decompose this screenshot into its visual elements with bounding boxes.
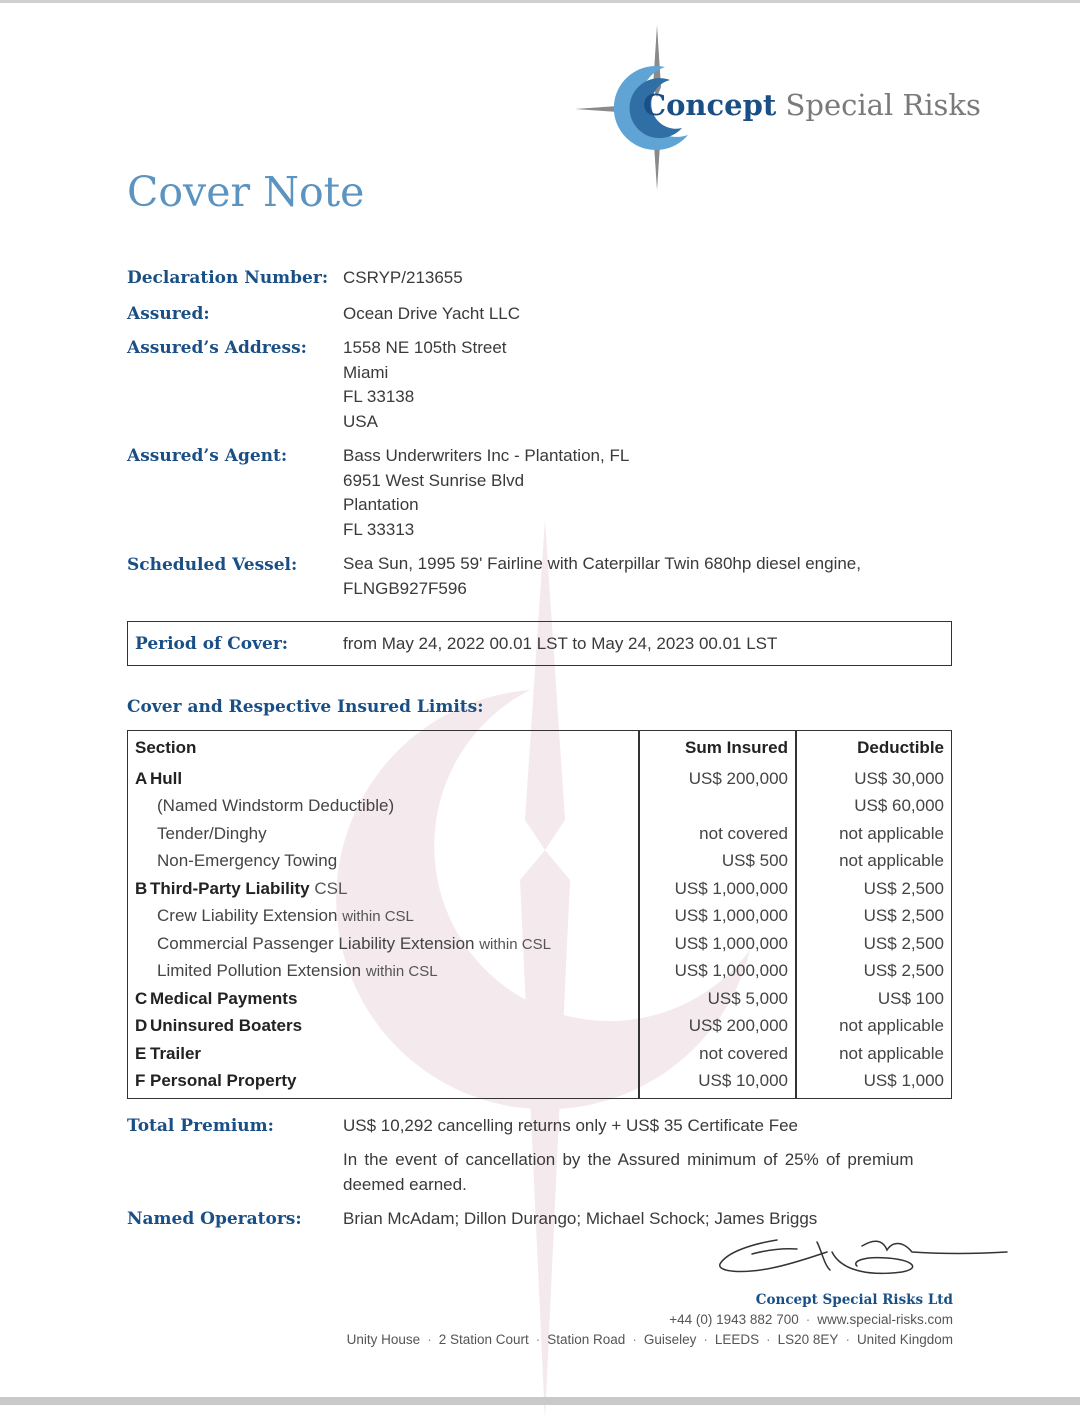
deductible: US$ 2,500 xyxy=(863,906,944,925)
deductible: not applicable xyxy=(839,1044,944,1063)
section-name: Third-Party Liability CSL xyxy=(150,879,348,898)
table-row xyxy=(128,906,951,932)
sum-insured: US$ 200,000 xyxy=(688,769,788,788)
deductible: US$ 100 xyxy=(877,989,944,1008)
contact-line: +44 (0) 1943 882 700 · www.special-risks.com xyxy=(669,1312,953,1327)
address-part: Unity House xyxy=(346,1332,421,1347)
deductible: US$ 2,500 xyxy=(863,879,944,898)
vessel-value xyxy=(343,552,861,601)
signature xyxy=(712,1232,1012,1282)
brand-logo-text: Concept Special Risks xyxy=(643,88,981,122)
address-line: Miami xyxy=(343,362,389,382)
section-name: Hull xyxy=(150,769,183,788)
table-row xyxy=(128,1016,951,1042)
section-suffix: CSL xyxy=(314,879,348,898)
section-code: B xyxy=(135,879,148,898)
premium-value: US$ 10,292 cancelling returns only + US$ 35 Certificate Fee xyxy=(343,1116,798,1135)
deductible: not applicable xyxy=(839,851,944,870)
section-suffix: within CSL xyxy=(479,936,551,953)
table-row xyxy=(128,851,951,877)
agent-line: FL 33313 xyxy=(343,519,415,539)
address-part: 2 Station Court xyxy=(438,1332,529,1347)
sum-insured: US$ 500 xyxy=(721,851,788,870)
operators-value: Brian McAdam; Dillon Durango; Michael Schock; James Briggs xyxy=(343,1209,818,1228)
premium-note-line: In the event of cancellation by the Assured minimum of 25% of premium xyxy=(343,1150,914,1169)
section-name: Non-Emergency Towing xyxy=(157,851,338,870)
address-part: United Kingdom xyxy=(856,1332,953,1347)
address-part: Guiseley xyxy=(643,1332,697,1347)
declaration-value: CSRYP/213655 xyxy=(343,268,463,287)
vessel-line: FLNGB927F596 xyxy=(343,578,467,598)
address-value xyxy=(343,336,507,434)
table-row xyxy=(128,879,951,905)
assured-value: Ocean Drive Yacht LLC xyxy=(343,304,521,323)
section-code: E xyxy=(135,1044,147,1063)
section-code: D xyxy=(135,1016,148,1035)
vessel-line: Sea Sun, 1995 59' Fairline with Caterpillar Twin 680hp diesel engine, xyxy=(343,554,861,573)
phone: +44 (0) 1943 882 700 xyxy=(669,1312,799,1327)
declaration-label: Declaration Number: xyxy=(127,268,329,288)
deductible: US$ 2,500 xyxy=(863,961,944,980)
agent-line: Plantation xyxy=(343,495,419,515)
page-bottom-edge xyxy=(0,1397,1080,1405)
section-name: Medical Payments xyxy=(150,989,298,1008)
header-section: Section xyxy=(135,738,197,757)
page-top-edge xyxy=(0,0,1080,3)
premium-note-line: deemed earned. xyxy=(343,1174,467,1194)
limits-table xyxy=(127,730,952,1099)
sum-insured: US$ 1,000,000 xyxy=(674,961,788,980)
agent-label: Assured’s Agent: xyxy=(127,446,288,466)
section-name: Personal Property xyxy=(150,1071,297,1090)
page-title: Cover Note xyxy=(127,168,365,216)
deductible: US$ 2,500 xyxy=(863,934,944,953)
section-name: Tender/Dinghy xyxy=(157,824,267,843)
period-label: Period of Cover: xyxy=(135,634,289,654)
period-value: from May 24, 2022 00.01 LST to May 24, 2023 00.01 LST xyxy=(343,634,778,653)
table-row xyxy=(128,934,951,960)
sum-insured: US$ 1,000,000 xyxy=(674,879,788,898)
address-part: LEEDS xyxy=(714,1332,760,1347)
sum-insured: US$ 200,000 xyxy=(688,1016,788,1035)
header-deductible: Deductible xyxy=(857,738,944,757)
sum-insured: US$ 1,000,000 xyxy=(674,934,788,953)
address-line: USA xyxy=(343,411,378,431)
table-row xyxy=(128,824,951,850)
sum-insured: US$ 5,000 xyxy=(707,989,788,1008)
section-name: Crew Liability Extension within CSL xyxy=(157,906,414,925)
section-suffix: within CSL xyxy=(342,908,414,925)
section-name: Limited Pollution Extension within CSL xyxy=(157,961,438,980)
table-row xyxy=(128,1044,951,1070)
section-code: C xyxy=(135,989,148,1008)
deductible: US$ 1,000 xyxy=(863,1071,944,1090)
agent-line: 6951 West Sunrise Blvd xyxy=(343,470,525,490)
section-name: Uninsured Boaters xyxy=(150,1016,303,1035)
address-line: FL 33138 xyxy=(343,387,415,407)
table-row xyxy=(128,989,951,1015)
section-suffix: within CSL xyxy=(365,963,438,980)
section-name: Commercial Passenger Liability Extension within CSL xyxy=(157,934,551,953)
table-row xyxy=(128,961,951,987)
sum-insured: US$ 1,000,000 xyxy=(674,906,788,925)
table-row xyxy=(128,796,951,822)
header-sum-insured: Sum Insured xyxy=(685,738,788,757)
website-link[interactable]: www.special-risks.com xyxy=(817,1312,953,1327)
premium-label: Total Premium: xyxy=(127,1116,274,1136)
sum-insured: US$ 10,000 xyxy=(698,1071,788,1090)
agent-line: Bass Underwriters Inc - Plantation, FL xyxy=(343,446,630,465)
section-code: F xyxy=(135,1071,146,1090)
address-label: Assured’s Address: xyxy=(127,338,307,358)
table-row xyxy=(128,1071,951,1097)
company-address: Unity House · 2 Station Court · Station Road · Guiseley · LEEDS · LS20 8EY · United Kingdom xyxy=(346,1332,953,1347)
vessel-label: Scheduled Vessel: xyxy=(127,555,298,575)
address-line: 1558 NE 105th Street xyxy=(343,338,507,357)
deductible: not applicable xyxy=(839,1016,944,1035)
section-name: Trailer xyxy=(150,1044,202,1063)
sum-insured: not covered xyxy=(699,1044,788,1063)
assured-label: Assured: xyxy=(127,304,210,324)
premium-note xyxy=(343,1148,914,1197)
address-part: LS20 8EY xyxy=(777,1332,839,1347)
agent-value xyxy=(343,444,629,542)
deductible: not applicable xyxy=(839,824,944,843)
deductible: US$ 60,000 xyxy=(854,796,944,815)
company-name: Concept Special Risks Ltd xyxy=(755,1292,953,1308)
table-row xyxy=(128,769,951,795)
section-name: (Named Windstorm Deductible) xyxy=(157,796,395,815)
address-part: Station Road xyxy=(547,1332,626,1347)
limits-title: Cover and Respective Insured Limits: xyxy=(127,697,484,717)
deductible: US$ 30,000 xyxy=(854,769,944,788)
sum-insured: not covered xyxy=(699,824,788,843)
section-code: A xyxy=(135,769,148,788)
operators-label: Named Operators: xyxy=(127,1209,302,1229)
